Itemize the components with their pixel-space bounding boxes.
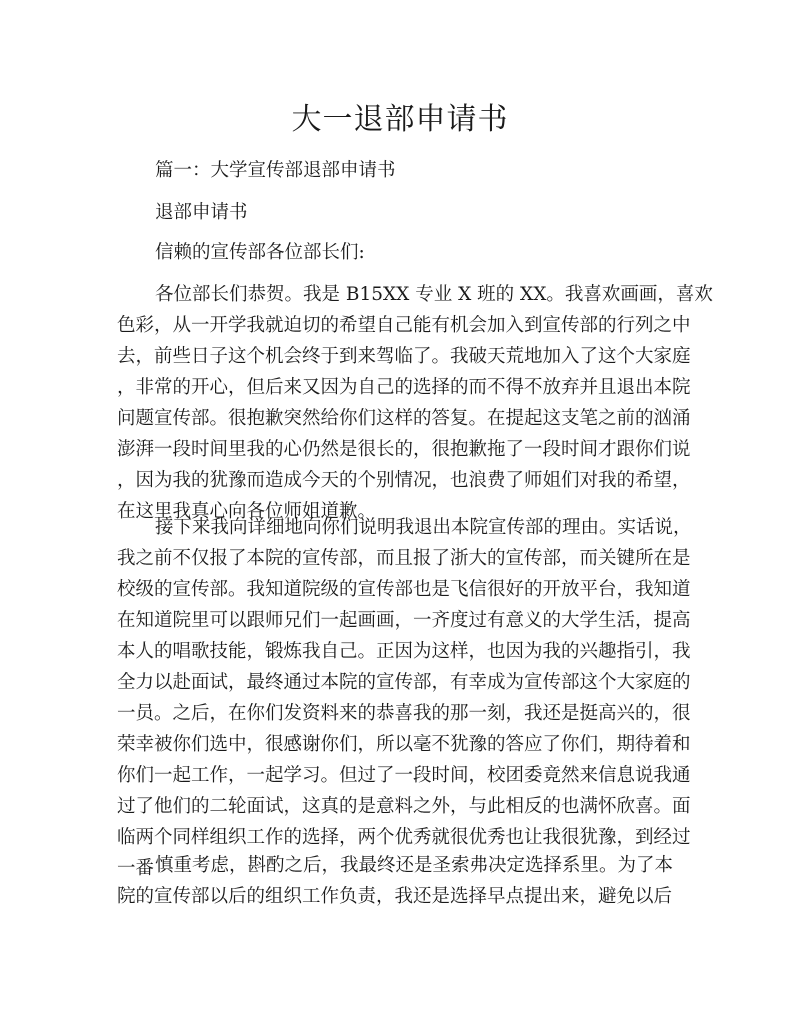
text-line: 去，前些日子这个机会终于到来驾临了。我破天荒地加入了这个大家庭 (117, 346, 691, 367)
text-line: 各位部长们恭贺。我是 B15XX 专业 X 班的 XX。我喜欢画画，喜欢 (155, 284, 713, 305)
text-line: 在这里我真心向各位师姐道歉。 (117, 501, 377, 522)
page-title: 大一退部申请书 (291, 102, 509, 137)
paragraph-1 (117, 279, 713, 527)
text-line: 校级的宣传部。我知道院级的宣传部也是飞信很好的开放平台，我知道 (117, 579, 691, 600)
text-line: 临两个同样组织工作的选择，两个优秀就很优秀也让我很犹豫，到经过 (117, 827, 691, 848)
text-line: 一番 (117, 858, 155, 879)
text-line: 问题宣传部。很抱歉突然给你们这样的答复。在提起这支笔之前的汹涌 (117, 408, 691, 429)
text-line: 一员。之后，在你们发资料来的恭喜我的那一刻，我还是挺高兴的，很 (117, 703, 691, 724)
text-line: 我之前不仅报了本院的宣传部，而且报了浙大的宣传部，而关键所在是 (117, 548, 691, 569)
text-line: 荣幸被你们选中，很感谢你们，所以毫不犹豫的答应了你们，期待着和 (117, 734, 691, 755)
text-line: 你们一起工作，一起学习。但过了一段时间，校团委竟然来信息说我通 (117, 765, 691, 786)
text-line: 全力以赴面试，最终通过本院的宣传部，有幸成为宣传部这个大家庭的 (117, 672, 691, 693)
text-line: 慎重考虑，斟酌之后，我最终还是圣索弗决定选择系里。为了本 (155, 855, 674, 876)
text-line: 过了他们的二轮面试，这真的是意料之外，与此相反的也满怀欣喜。面 (117, 796, 691, 817)
heading-article-one: 篇一：大学宣传部退部申请书 (155, 160, 396, 181)
paragraph-3 (117, 850, 687, 912)
text-line: 色彩，从一开学我就迫切的希望自己能有机会加入到宣传部的行列之中 (117, 315, 691, 336)
heading-application: 退部申请书 (155, 202, 248, 223)
text-line: 在知道院里可以跟师兄们一起画画，一齐度过有意义的大学生活，提高 (117, 610, 691, 631)
text-line: 澎湃一段时间里我的心仍然是很长的，很抱歉拖了一段时间才跟你们说 (117, 439, 691, 460)
text-line: 本人的唱歌技能，锻炼我自己。正因为这样，也因为我的兴趣指引，我 (117, 641, 691, 662)
salutation: 信赖的宣传部各位部长们: (155, 242, 365, 263)
text-line: ，因为我的犹豫而造成今天的个别情况，也浪费了师姐们对我的希望， (117, 470, 691, 491)
text-line: 院的宣传部以后的组织工作负责，我还是选择早点提出来，避免以后 (117, 886, 673, 907)
text-line: 接下来我向详细地向你们说明我退出本院宣传部的理由。实话说， (155, 517, 692, 538)
paragraph-2 (117, 512, 692, 884)
text-line: ，非常的开心，但后来又因为自己的选择的而不得不放弃并且退出本院 (117, 377, 691, 398)
